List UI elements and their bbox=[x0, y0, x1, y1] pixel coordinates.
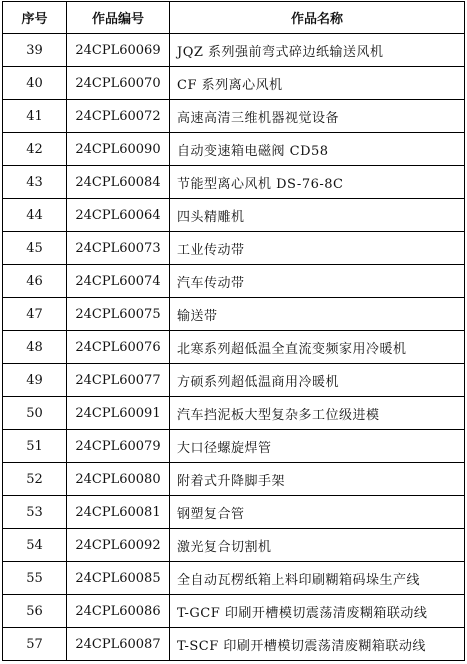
cell-product-name: 附着式升降脚手架 bbox=[170, 463, 465, 496]
cell-product-name: 汽车挡泥板大型复杂多工位级进模 bbox=[170, 397, 465, 430]
cell-serial-number: 40 bbox=[3, 67, 67, 100]
cell-product-name: 高速高清三维机器视觉设备 bbox=[170, 100, 465, 133]
cell-product-name: 输送带 bbox=[170, 298, 465, 331]
cell-serial-number: 47 bbox=[3, 298, 67, 331]
table-row bbox=[3, 133, 465, 166]
cell-product-name: T-SCF 印刷开槽模切震荡清废糊箱联动线 bbox=[170, 628, 465, 661]
table-header-row bbox=[3, 2, 465, 34]
table-row bbox=[3, 364, 465, 397]
cell-product-code: 24CPL60073 bbox=[67, 232, 170, 265]
cell-product-code: 24CPL60084 bbox=[67, 166, 170, 199]
cell-product-name: 方硕系列超低温商用冷暖机 bbox=[170, 364, 465, 397]
cell-product-name: 四头精雕机 bbox=[170, 199, 465, 232]
cell-product-name: 全自动瓦楞纸箱上料印刷糊箱码垛生产线 bbox=[170, 562, 465, 595]
cell-product-name: T-GCF 印刷开槽模切震荡清废糊箱联动线 bbox=[170, 595, 465, 628]
table-row bbox=[3, 166, 465, 199]
table-row bbox=[3, 628, 465, 661]
cell-product-code: 24CPL60086 bbox=[67, 595, 170, 628]
cell-product-code: 24CPL60085 bbox=[67, 562, 170, 595]
cell-serial-number: 41 bbox=[3, 100, 67, 133]
table-row bbox=[3, 67, 465, 100]
cell-serial-number: 49 bbox=[3, 364, 67, 397]
cell-product-name: JQZ 系列强前弯式碎边纸输送风机 bbox=[170, 34, 465, 67]
cell-product-code: 24CPL60075 bbox=[67, 298, 170, 331]
table-row bbox=[3, 265, 465, 298]
cell-product-code: 24CPL60090 bbox=[67, 133, 170, 166]
table-row bbox=[3, 463, 465, 496]
cell-product-code: 24CPL60076 bbox=[67, 331, 170, 364]
cell-product-name: CF 系列离心风机 bbox=[170, 67, 465, 100]
table-body bbox=[3, 34, 465, 661]
table-row bbox=[3, 529, 465, 562]
table-row bbox=[3, 562, 465, 595]
cell-serial-number: 51 bbox=[3, 430, 67, 463]
table-row bbox=[3, 430, 465, 463]
cell-serial-number: 55 bbox=[3, 562, 67, 595]
cell-product-code: 24CPL60074 bbox=[67, 265, 170, 298]
cell-product-code: 24CPL60072 bbox=[67, 100, 170, 133]
cell-serial-number: 53 bbox=[3, 496, 67, 529]
cell-product-name: 节能型离心风机 DS-76-8C bbox=[170, 166, 465, 199]
cell-serial-number: 39 bbox=[3, 34, 67, 67]
cell-product-code: 24CPL60069 bbox=[67, 34, 170, 67]
cell-serial-number: 42 bbox=[3, 133, 67, 166]
cell-product-code: 24CPL60080 bbox=[67, 463, 170, 496]
table-row bbox=[3, 331, 465, 364]
cell-product-code: 24CPL60070 bbox=[67, 67, 170, 100]
cell-product-name: 钢塑复合管 bbox=[170, 496, 465, 529]
cell-product-code: 24CPL60064 bbox=[67, 199, 170, 232]
cell-product-code: 24CPL60087 bbox=[67, 628, 170, 661]
cell-serial-number: 43 bbox=[3, 166, 67, 199]
header-product-code: 作品编号 bbox=[67, 2, 170, 34]
cell-serial-number: 48 bbox=[3, 331, 67, 364]
table-row bbox=[3, 100, 465, 133]
cell-product-code: 24CPL60092 bbox=[67, 529, 170, 562]
cell-serial-number: 44 bbox=[3, 199, 67, 232]
cell-product-code: 24CPL60079 bbox=[67, 430, 170, 463]
cell-product-name: 北寒系列超低温全直流变频家用冷暖机 bbox=[170, 331, 465, 364]
table-row bbox=[3, 34, 465, 67]
cell-serial-number: 54 bbox=[3, 529, 67, 562]
cell-product-name: 工业传动带 bbox=[170, 232, 465, 265]
cell-product-name: 汽车传动带 bbox=[170, 265, 465, 298]
table-row bbox=[3, 298, 465, 331]
table-row bbox=[3, 595, 465, 628]
cell-product-code: 24CPL60077 bbox=[67, 364, 170, 397]
cell-serial-number: 56 bbox=[3, 595, 67, 628]
cell-serial-number: 46 bbox=[3, 265, 67, 298]
table-row bbox=[3, 397, 465, 430]
table-row bbox=[3, 496, 465, 529]
cell-serial-number: 50 bbox=[3, 397, 67, 430]
cell-product-code: 24CPL60091 bbox=[67, 397, 170, 430]
header-serial-number: 序号 bbox=[3, 2, 67, 34]
cell-product-name: 激光复合切割机 bbox=[170, 529, 465, 562]
cell-product-name: 大口径螺旋焊管 bbox=[170, 430, 465, 463]
product-table bbox=[2, 1, 465, 661]
header-product-name: 作品名称 bbox=[170, 2, 465, 34]
cell-product-code: 24CPL60081 bbox=[67, 496, 170, 529]
cell-serial-number: 52 bbox=[3, 463, 67, 496]
cell-product-name: 自动变速箱电磁阀 CD58 bbox=[170, 133, 465, 166]
table-row bbox=[3, 199, 465, 232]
cell-serial-number: 57 bbox=[3, 628, 67, 661]
table-row bbox=[3, 232, 465, 265]
cell-serial-number: 45 bbox=[3, 232, 67, 265]
